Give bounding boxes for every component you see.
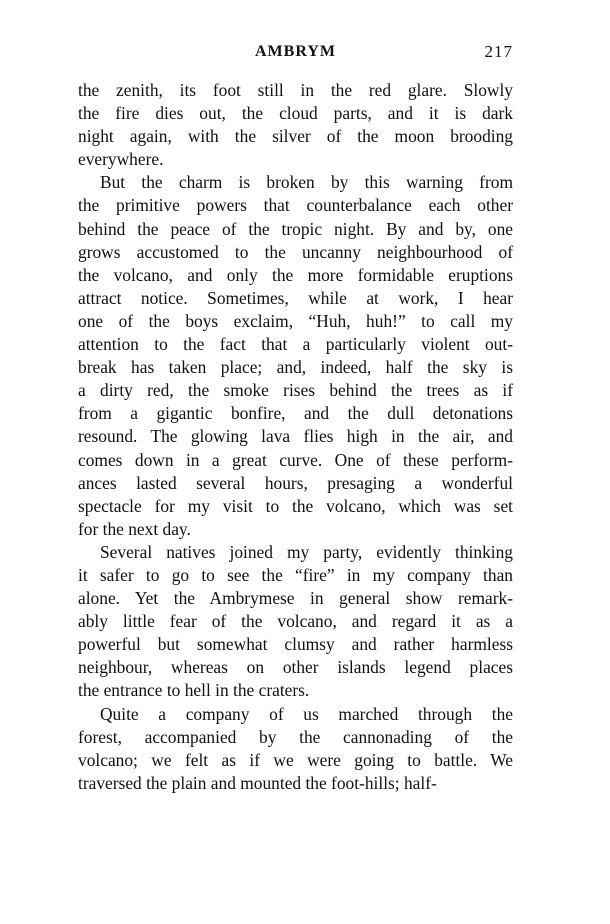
paragraph: [78, 79, 513, 171]
text-line: ably little fear of the volcano, and regard it as a: [78, 611, 513, 632]
body-text: [78, 79, 513, 795]
text-line: the zenith, its foot still in the red glare. Slowly: [78, 80, 513, 100]
text-line: it safer to go to see the “fire” in my company than: [78, 564, 513, 585]
paragraph: [78, 171, 513, 541]
text-line: behind the peace of the tropic night. By and by, one: [78, 218, 513, 239]
text-line: grows accustomed to the uncanny neighbourhood of: [78, 241, 513, 262]
text-line: Quite a company of us marched through the: [100, 703, 513, 724]
text-line: forest, accompanied by the cannonading of the: [78, 726, 513, 747]
page-number: 217: [484, 42, 513, 61]
text-line: But the charm is broken by this warning from: [100, 172, 513, 193]
text-line: from a gigantic bonfire, and the dull detonations: [78, 403, 513, 424]
text-line: powerful but somewhat clumsy and rather harmless: [78, 634, 513, 655]
text-line: volcano; we felt as if we were going to battle. We: [78, 749, 513, 770]
text-line: neighbour, whereas on other islands legend places: [78, 657, 513, 678]
text-line: spectacle for my visit to the volcano, which was set: [78, 495, 513, 516]
text-line: attention to the fact that a particularly violent out-: [78, 334, 513, 355]
paragraph: [78, 541, 513, 703]
text-line: Several natives joined my party, evidently thinking: [100, 541, 513, 562]
text-line: comes down in a great curve. One of these perform-: [78, 449, 513, 470]
text-line: resound. The glowing lava flies high in the air, and: [78, 426, 513, 447]
text-line: for the next day.: [78, 518, 191, 539]
text-line: alone. Yet the Ambrymese in general show remark-: [78, 588, 513, 609]
text-line: attract notice. Sometimes, while at work, I hear: [78, 287, 513, 308]
text-line: the entrance to hell in the craters.: [78, 680, 310, 701]
text-line: break has taken place; and, indeed, half the sky is: [78, 357, 513, 378]
text-line: night again, with the silver of the moon brooding: [78, 126, 513, 147]
text-line: one of the boys exclaim, “Huh, huh!” to call my: [78, 310, 513, 331]
text-line: everywhere.: [78, 149, 164, 170]
running-head: [78, 40, 513, 64]
paragraph: [78, 703, 513, 795]
text-line: the primitive powers that counterbalance each other: [78, 195, 513, 216]
running-head-title: AMBRYM: [255, 43, 336, 60]
text-line: ances lasted several hours, presaging a wonderful: [78, 472, 513, 493]
text-line: the volcano, and only the more formidable eruptions: [78, 264, 513, 285]
text-line: a dirty red, the smoke rises behind the trees as if: [78, 380, 513, 401]
text-line: traversed the plain and mounted the foot-hills; half-: [78, 772, 437, 793]
text-line: the fire dies out, the cloud parts, and it is dark: [78, 103, 513, 124]
